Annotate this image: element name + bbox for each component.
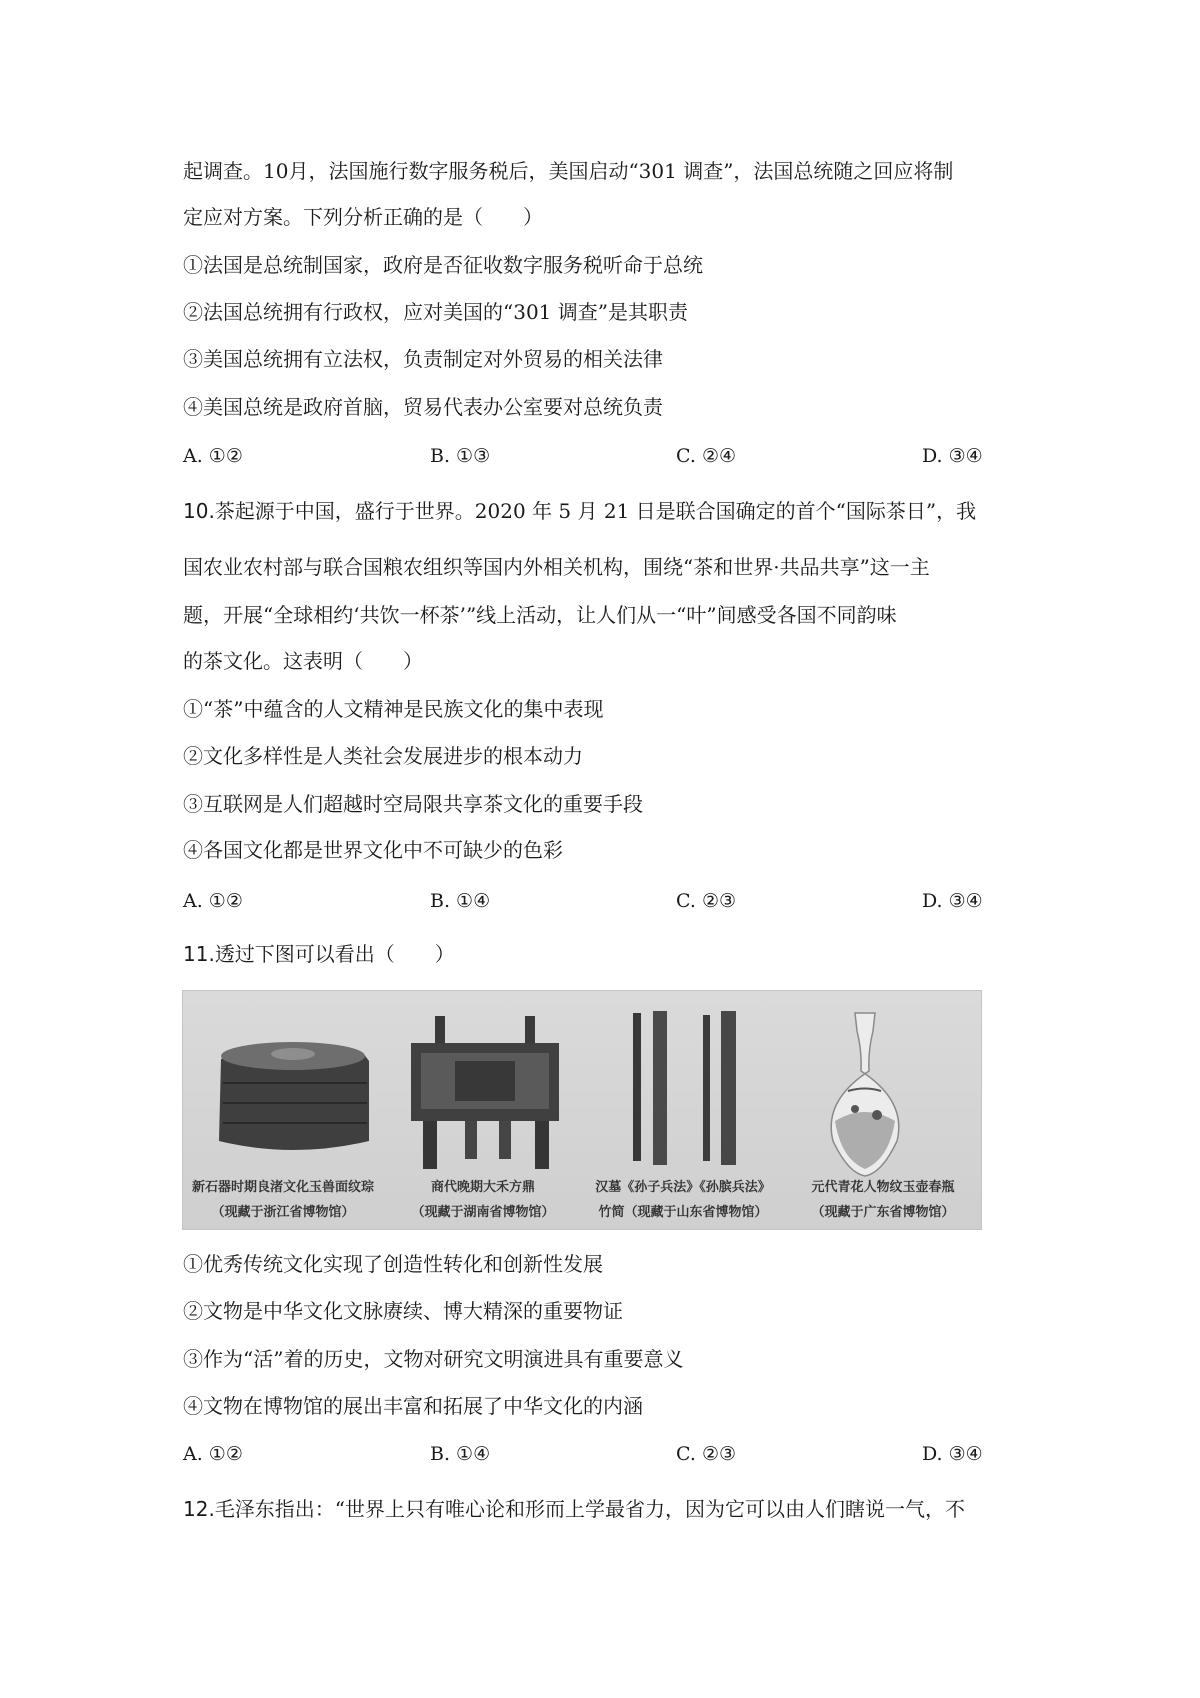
q9-line-1: 起调查。10月，法国施行数字服务税后，美国启动“301 调查”，法国总统随之回应将制 <box>183 159 954 183</box>
q11-option-d: D. ③④ <box>922 1443 983 1465</box>
q9-option-b: B. ①③ <box>430 445 491 467</box>
q11-option-b: B. ①④ <box>430 1443 491 1465</box>
q10-line-2: 国农业农村部与联合国粮农组织等国内外相关机构，围绕“茶和世界·共品共享”这一主 <box>183 555 930 579</box>
caption-vase-line-2: （现藏于广东省博物馆） <box>811 1205 955 1220</box>
q10-option-d: D. ③④ <box>922 890 983 912</box>
q9-option-c: C. ②④ <box>676 445 737 467</box>
q10-option-b: B. ①④ <box>430 890 491 912</box>
caption-cong-line-2: （现藏于浙江省博物馆） <box>211 1205 355 1220</box>
caption-slips <box>583 1175 783 1225</box>
caption-vase-line-1: 元代青花人物纹玉壶春瓶 <box>811 1180 955 1195</box>
q10-line-3: 题，开展“全球相约‘共饮一杯茶’”线上活动，让人们从一“叶”间感受各国不同韵味 <box>183 603 897 627</box>
jade-cong-image <box>219 1042 369 1150</box>
q10-line-4: 的茶文化。这表明（ ） <box>183 649 423 673</box>
caption-ding <box>383 1175 583 1225</box>
q9-statement-2: ②法国总统拥有行政权，应对美国的“301 调查”是其职责 <box>183 300 688 324</box>
q10-number: 10. <box>183 499 215 523</box>
q10-option-c: C. ②③ <box>676 890 737 912</box>
q10-statement-2: ②文化多样性是人类社会发展进步的根本动力 <box>183 744 583 768</box>
q11-option-a: A. ①② <box>183 1443 243 1465</box>
caption-vase <box>783 1175 982 1225</box>
caption-cong <box>183 1175 383 1225</box>
q11-number: 11. <box>183 942 215 966</box>
q9-statement-1: ①法国是总统制国家，政府是否征收数字服务税听命于总统 <box>183 253 703 277</box>
caption-cong-line-1: 新石器时期良渚文化玉兽面纹琮 <box>191 1180 374 1195</box>
q11-statement-3: ③作为“活”着的历史，文物对研究文明演进具有重要意义 <box>183 1347 684 1371</box>
q11-statement-2: ②文物是中华文化文脉赓续、博大精深的重要物证 <box>183 1299 623 1323</box>
q11-statement-4: ④文物在博物馆的展出丰富和拓展了中华文化的内涵 <box>183 1394 643 1418</box>
artifact-figure <box>182 990 982 1230</box>
q9-line-2: 定应对方案。下列分析正确的是（ ） <box>183 205 543 229</box>
q12-stem-text: 毛泽东指出：“世界上只有唯心论和形而上学最省力，因为它可以由人们瞎说一气，不 <box>214 1497 966 1521</box>
caption-ding-line-2: （现藏于湖南省博物馆） <box>411 1205 555 1220</box>
q10-statement-1: ①“茶”中蕴含的人文精神是民族文化的集中表现 <box>183 697 604 721</box>
q10-option-a: A. ①② <box>183 890 243 912</box>
q10-line-1 <box>183 497 976 525</box>
q11-stem <box>183 940 455 968</box>
q9-statement-4: ④美国总统是政府首脑，贸易代表办公室要对总统负责 <box>183 395 663 419</box>
q11-stem-text: 透过下图可以看出（ ） <box>214 942 455 966</box>
q12-number: 12. <box>183 1497 215 1521</box>
q12-line-1 <box>183 1495 965 1523</box>
q10-statement-3: ③互联网是人们超越时空局限共享茶文化的重要手段 <box>183 792 643 816</box>
q10-statement-4: ④各国文化都是世界文化中不可缺少的色彩 <box>183 838 563 862</box>
q10-stem-1: 茶起源于中国，盛行于世界。2020 年 5 月 21 日是联合国确定的首个“国际茶日”，我 <box>214 499 977 523</box>
q9-option-a: A. ①② <box>183 445 243 467</box>
caption-slips-line-2: 竹简（现藏于山东省博物馆） <box>598 1205 768 1220</box>
q11-statement-1: ①优秀传统文化实现了创造性转化和创新性发展 <box>183 1252 603 1276</box>
q9-statement-3: ③美国总统拥有立法权，负责制定对外贸易的相关法律 <box>183 347 663 371</box>
caption-ding-line-1: 商代晚期大禾方鼎 <box>430 1180 535 1195</box>
caption-slips-line-1: 汉墓《孙子兵法》《孙膑兵法》 <box>595 1180 771 1195</box>
q9-option-d: D. ③④ <box>922 445 983 467</box>
q11-option-c: C. ②③ <box>676 1443 737 1465</box>
